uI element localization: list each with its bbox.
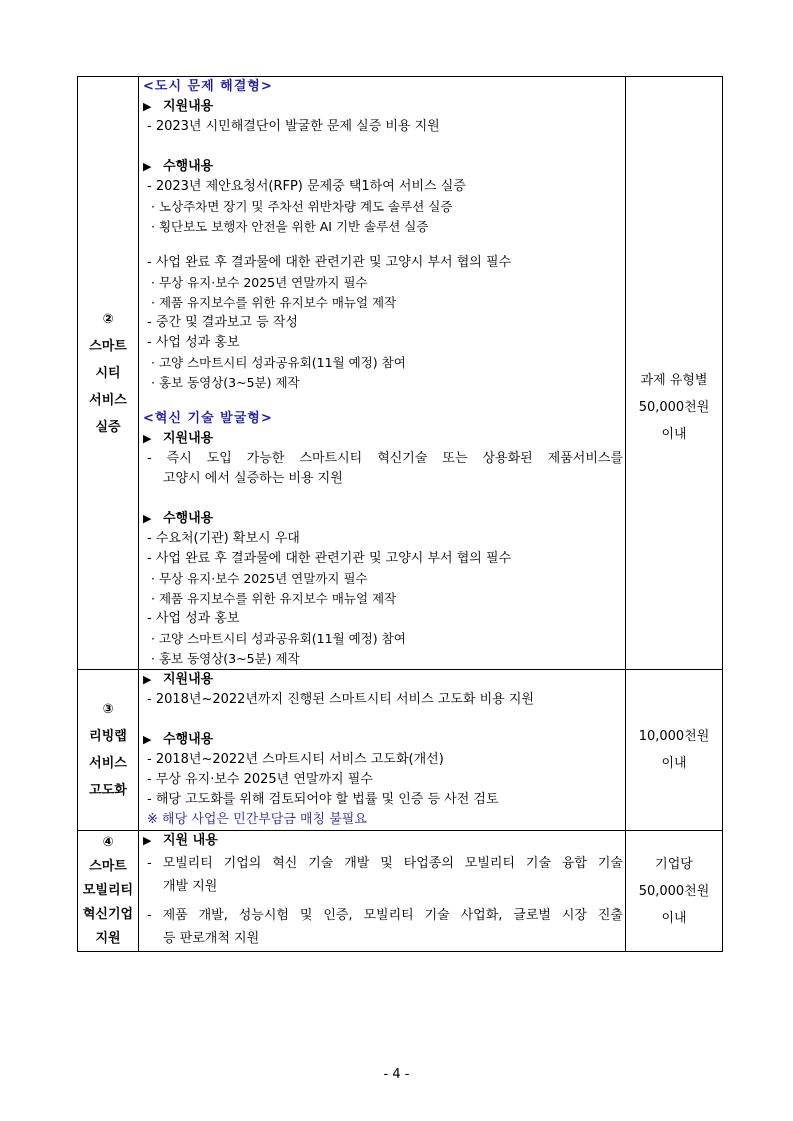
triangle-bullet-icon: ▶ [143,673,152,686]
page-number: - 4 - [383,1067,410,1082]
list-item: - 무상 유지·보수 2025년 연말까지 필수 [147,772,373,787]
content-cell [139,670,626,831]
triangle-bullet-icon: ▶ [143,512,152,525]
list-item: - 사업 완료 후 결과물에 대한 관련기관 및 고양시 부서 협의 필수 [147,255,512,270]
triangle-bullet-icon: ▶ [143,834,152,847]
category-cell [78,77,139,670]
triangle-bullet-icon: ▶ [143,160,152,173]
category-line: 지원 [95,931,121,946]
list-item: - 수요처(기관) 확보시 우대 [147,531,300,546]
list-item-continuation: 개발 지원 [163,879,218,894]
list-item-continuation: 등 판로개척 지원 [163,931,260,946]
sub-item: · 제품 유지보수를 위한 유지보수 매뉴얼 제작 [151,295,397,310]
list-item: - 모빌리티 기업의 혁신 기술 개발 및 타업종의 모빌리티 기술 융합 기술 [147,856,623,871]
sub-item: · 홍보 동영상(3~5분) 제작 [151,651,300,666]
sub-item: · 제품 유지보수를 위한 유지보수 매뉴얼 제작 [151,591,397,606]
list-item: - 사업 성과 홍보 [147,611,240,626]
content-cell [139,831,626,952]
list-item: - 즉시 도입 가능한 스마트시티 혁신기술 또는 상용화된 제품서비스를 [147,451,623,466]
budget-line: 이내 [661,756,687,771]
category-line: 모빌리티 [82,883,134,898]
category-line: 서비스 [89,392,127,408]
sub-item: · 무상 유지·보수 2025년 연말까지 필수 [151,571,368,586]
sub-item: · 무상 유지·보수 2025년 연말까지 필수 [151,275,368,290]
sub-item: · 홍보 동영상(3~5분) 제작 [151,375,300,390]
budget-line: 50,000천원 [638,883,710,899]
support-title: ▶ 지원내용 [143,429,623,449]
support-title: ▶ 지원내용 [143,97,623,117]
exec-title: ▶ 수행내용 [143,157,623,177]
triangle-bullet-icon: ▶ [143,432,152,445]
list-item: - 사업 완료 후 결과물에 대한 관련기관 및 고양시 부서 협의 필수 [147,551,512,566]
category-line: ② [102,311,114,327]
list-item: - 사업 성과 홍보 [147,335,240,350]
exec-title: ▶ 수행내용 [143,509,623,529]
list-item: - 제품 개발, 성능시험 및 인증, 모빌리티 기술 사업화, 글로벌 시장 진출 [147,908,623,923]
support-title: ▶ 지원 내용 [143,831,623,851]
budget-cell [626,670,723,831]
row-smart-mobility-support [78,831,723,952]
category-line: 스마트 [89,338,127,354]
note-text: ※ 해당 사업은 민간부담금 매칭 불필요 [147,812,367,827]
section-heading: <도시 문제 해결형> [143,79,273,94]
list-item: - 2018년~2022년까지 진행된 스마트시티 서비스 고도화 비용 지원 [147,692,534,707]
category-line: 실증 [95,419,121,435]
list-item: - 해당 고도화를 위해 검토되어야 할 법률 및 인증 등 사전 검토 [147,792,499,807]
budget-line: 10,000천원 [638,729,710,744]
list-item: - 2023년 시민해결단이 발굴한 문제 실증 비용 지원 [147,119,440,134]
category-line: 혁신기업 [82,907,134,922]
sub-item: · 고양 스마트시티 성과공유회(11월 예정) 참여 [151,631,406,646]
sub-item: · 고양 스마트시티 성과공유회(11월 예정) 참여 [151,355,406,370]
list-item-continuation: 고양시 에서 실증하는 비용 지원 [163,471,343,486]
category-line: 리빙랩 [89,729,127,744]
budget-line: 이내 [661,910,687,926]
list-item: - 중간 및 결과보고 등 작성 [147,315,298,330]
row-living-lab-upgrade [78,670,723,831]
triangle-bullet-icon: ▶ [143,100,152,113]
section-heading: <혁신 기술 발굴형> [143,411,273,426]
budget-cell [626,77,723,670]
sub-item: · 횡단보도 보행자 안전을 위한 AI 기반 솔루션 실증 [151,219,429,234]
sub-item: · 노상주차면 장기 및 주차선 위반차량 계도 솔루션 실증 [151,199,453,214]
exec-title: ▶ 수행내용 [143,730,623,750]
category-line: ③ [102,702,114,717]
category-line: ④ [102,835,114,850]
triangle-bullet-icon: ▶ [143,733,152,746]
row-smart-city-service-demo [78,77,723,670]
program-table [77,76,723,952]
budget-line: 50,000천원 [638,400,710,415]
category-cell [78,670,139,831]
category-line: 스마트 [89,859,127,874]
category-cell [78,831,139,952]
budget-cell [626,831,723,952]
category-line: 고도화 [89,783,127,798]
category-line: 시티 [95,365,121,381]
category-line: 서비스 [89,756,127,771]
list-item: - 2023년 제안요청서(RFP) 문제중 택1하여 서비스 실증 [147,179,466,194]
list-item: - 2018년~2022년 스마트시티 서비스 고도화(개선) [147,752,444,767]
budget-line: 이내 [661,427,687,442]
content-cell [139,77,626,670]
support-title: ▶ 지원내용 [143,670,623,690]
budget-line: 기업당 [655,856,693,872]
budget-line: 과제 유형별 [640,373,708,388]
